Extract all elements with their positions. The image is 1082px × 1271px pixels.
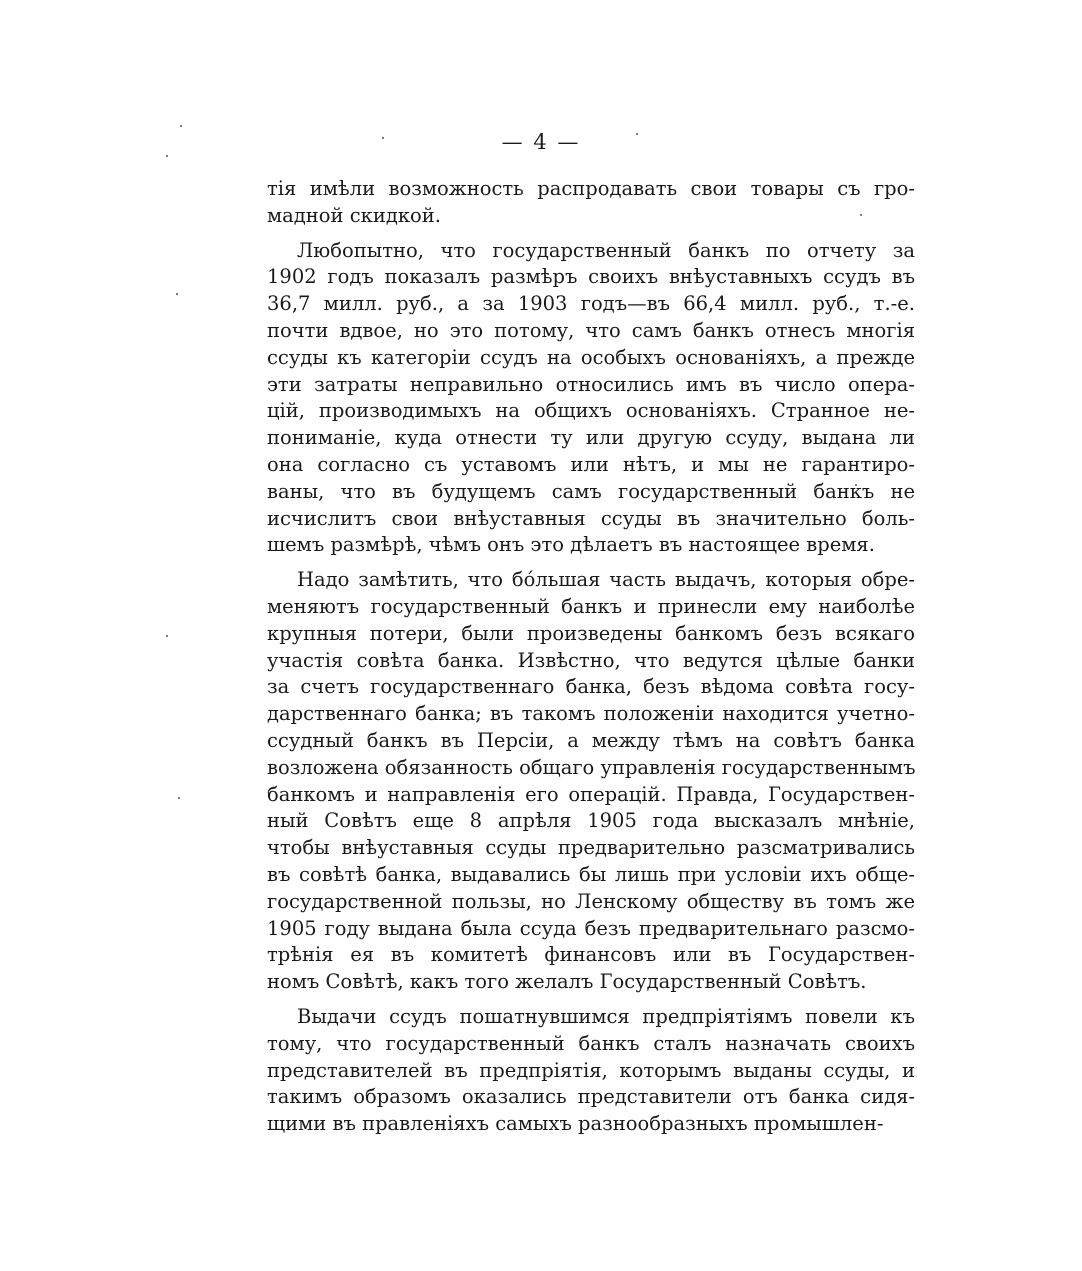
text-line: представителей въ предпріятія, которымъ выданы ссуды, и [267,1058,915,1082]
text-line: за счетъ государственнаго банка, безъ вѣдома совѣта госу- [267,675,915,699]
paragraph [267,238,915,560]
scan-speck [180,125,182,127]
paragraph [267,567,915,996]
text-line: номъ Совѣтѣ, какъ того желалъ Государственный Совѣтъ. [267,970,867,994]
text-line: такимъ образомъ оказались представители отъ банка сидя- [267,1085,915,1109]
paragraph [267,1004,915,1138]
text-line: почти вдвое, но это потому, что самъ банкъ отнесъ многія [267,318,915,342]
text-line: возложена обязанность общаго управленія государственнымъ [267,755,915,779]
text-line: 1902 годъ показалъ размѣръ своихъ внѣуставныхъ ссудъ въ [267,265,915,289]
text-line: въ совѣтѣ банка, выдавались бы лишь при условіи ихъ обще- [267,862,915,886]
text-line: исчислитъ свои внѣуставныя ссуды въ значительно боль- [267,506,915,530]
paragraph-gap [267,996,915,1004]
text-line: тому, что государственный банкъ сталъ назначать своихъ [267,1031,915,1055]
scan-speck [178,797,180,799]
text-line: пониманіе, куда отнести ту или другую ссуду, выдана ли [267,426,915,450]
text-line: 1905 году выдана была ссуда безъ предварительнаго разсмо- [267,916,915,940]
text-line: Выдачи ссудъ пошатнувшимся предпріятіямъ повели къ [297,1004,915,1028]
paragraph-gap [267,230,915,238]
text-line: цій, производимыхъ на общихъ основаніяхъ. Странное не- [267,399,915,423]
paragraph [267,176,915,230]
text-line: шемъ размѣрѣ, чѣмъ онъ это дѣлаетъ въ настоящее время. [267,533,875,557]
text-line: трѣнія ея въ комитетѣ финансовъ или въ Государствен- [267,943,915,967]
text-line: меняютъ государственный банкъ и принесли ему наиболѣе [267,594,915,618]
body-text [267,176,915,1138]
scan-speck [166,155,168,157]
text-line: эти затраты неправильно относились имъ въ число опера- [267,372,915,396]
text-line: банкомъ и направленія его операцій. Правда, Государствен- [267,782,915,806]
scan-speck [166,635,168,637]
text-line: мадной скидкой. [267,203,441,227]
paragraph-gap [267,559,915,567]
text-line: ссудный банкъ въ Персіи, а между тѣмъ на совѣтъ банка [267,728,915,752]
text-line: щими въ правленіяхъ самыхъ разнообразныхъ промышлен- [267,1112,884,1136]
text-line: 36,7 милл. руб., а за 1903 годъ—въ 66,4 милл. руб., т.-е. [267,292,915,316]
text-line: государственной пользы, но Ленскому обществу въ томъ же [267,889,915,913]
text-line: крупныя потери, были произведены банкомъ безъ всякаго [267,621,915,645]
text-line: ный Совѣтъ еще 8 апрѣля 1905 года высказалъ мнѣніе, [267,809,915,833]
text-line: Любопытно, что государственный банкъ по отчету за [297,238,915,262]
text-line: ссуды къ категоріи ссудъ на особыхъ основаніяхъ, а прежде [267,345,915,369]
text-line: чтобы внѣуставныя ссуды предварительно разсматривались [267,836,915,860]
text-line: Надо замѣтить, что бо́льшая часть выдачъ, которыя обре- [297,568,915,592]
text-line: дарственнаго банка; въ такомъ положеніи находится учетно- [267,702,915,726]
text-line: участія совѣта банка. Извѣстно, что ведутся цѣлые банки [267,648,915,672]
text-line: тія имѣли возможность распродавать свои товары съ гро- [267,177,915,200]
text-line: она согласно съ уставомъ или нѣтъ, и мы не гарантиро- [267,452,915,476]
text-line: ваны, что въ будущемъ самъ государственный банкъ не [267,479,915,503]
scan-speck [176,293,178,295]
page-number: — 4 — [501,130,581,154]
